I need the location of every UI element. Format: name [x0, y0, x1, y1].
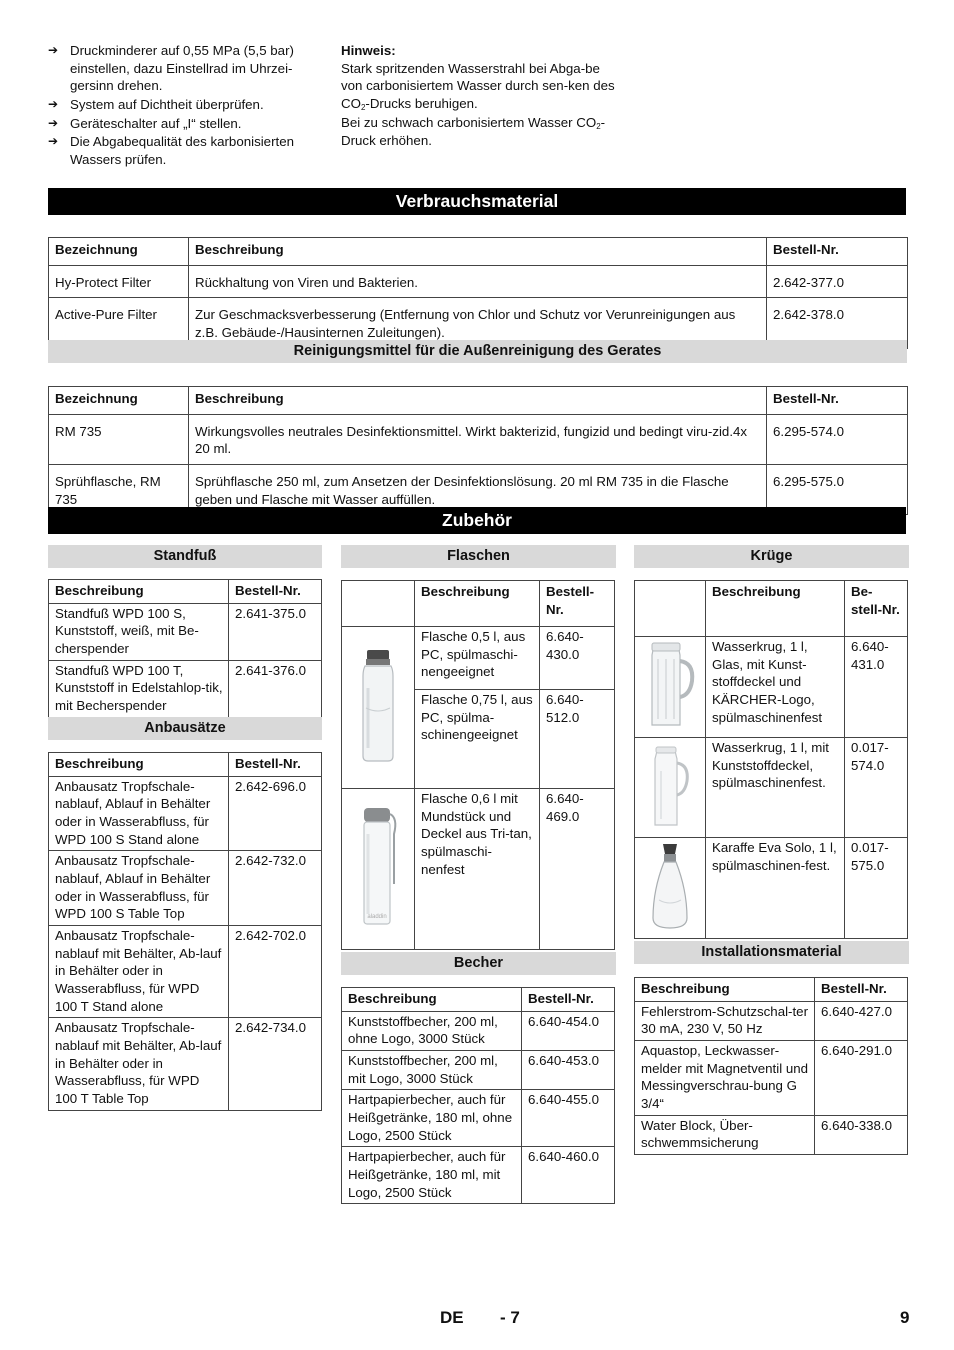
footer-page-local: - 7 — [500, 1308, 520, 1327]
verbrauch-table — [48, 237, 908, 349]
column-header: Bezeichnung — [49, 387, 189, 415]
arrow-right-icon: ➔ — [48, 115, 59, 130]
subsection-title-becher: Becher — [341, 952, 616, 975]
table-header-row — [342, 988, 615, 1012]
table-header-row — [49, 580, 322, 604]
column-header: Bestell-Nr. — [767, 387, 908, 415]
subsection-title-kruege: Krüge — [634, 545, 909, 568]
table-header-row — [49, 753, 322, 777]
table-row: Aquastop, Leckwasser-melder mit Magnetventil und Messingverschrau-bung G 3/4“ 6.640-291.0 — [635, 1041, 908, 1116]
jug-image-cell — [635, 738, 706, 838]
column-header: Bestell-Nr. — [522, 988, 615, 1012]
bottle-image-cell — [342, 789, 415, 950]
glass-jug-image — [642, 639, 698, 731]
instruction-steps — [48, 42, 323, 170]
column-header: Bestell-Nr. — [540, 581, 615, 627]
footer-language: DE — [440, 1308, 464, 1327]
column-header: Bestell-Nr. — [767, 238, 908, 266]
section-title-verbrauchsmaterial: Verbrauchsmaterial — [48, 188, 906, 215]
table-header-row — [49, 387, 908, 415]
column-header: Bestell-Nr. — [229, 580, 322, 604]
table-row: Karaffe Eva Solo, 1 l, spülmaschinen-fest. 0.017-575.0 — [635, 838, 908, 939]
step-item — [48, 42, 323, 95]
column-header: Beschreibung — [415, 581, 540, 627]
jug-image-cell — [635, 637, 706, 738]
table-header-row — [49, 238, 908, 266]
table-row: Kunststoffbecher, 200 ml, ohne Logo, 3000 Stück 6.640-454.0 — [342, 1011, 615, 1050]
install-table — [634, 977, 908, 1155]
table-row: Hartpapierbecher, auch für Heißgetränke, 180 ml, mit Logo, 2500 Stück 6.640-460.0 — [342, 1147, 615, 1204]
table-row: Wasserkrug, 1 l, mit Kunststoffdeckel, spülmaschinenfest. 0.017-574.0 — [635, 738, 908, 838]
table-row: Standfuß WPD 100 S, Kunststoff, weiß, mit Be-cherspender 2.641-375.0 — [49, 603, 322, 660]
carafe-image — [645, 840, 695, 932]
hint-box — [341, 42, 616, 150]
table-row: Anbausatz Tropfschale-nablauf mit Behälter, Ab-lauf in Behälter oder in Wasserabfluss, für WPD 100 T Table Top 2.642-734.0 — [49, 1018, 322, 1110]
column-header: Beschreibung — [635, 978, 815, 1002]
table-row: Hartpapierbecher, auch für Heißgetränke, 180 ml, ohne Logo, 2500 Stück 6.640-455.0 — [342, 1090, 615, 1147]
table-row: Wasserkrug, 1 l, Glas, mit Kunst-stoffdeckel und KÄRCHER-Logo, spülmaschinenfest 6.640-431.0 — [635, 637, 908, 738]
subsection-title-flaschen: Flaschen — [341, 545, 616, 568]
step-text: Geräteschalter auf „I“ stellen. — [70, 115, 242, 131]
subsection-title-anbausaetze: Anbausätze — [48, 717, 322, 740]
column-header: Be-stell-Nr. — [845, 581, 908, 637]
flaschen-table — [341, 580, 615, 950]
table-row: Anbausatz Tropfschale-nablauf, Ablauf in Behälter oder in Wasserabfluss, für WPD 100 S Stand alone 2.642-696.0 — [49, 776, 322, 851]
table-row: Active-Pure Filter Zur Geschmacksverbesserung (Entfernung von Chlor und Schutz vor Verunreinigungen aus z.B. Gebäude-/Hausinternen Zuleitungen). 2.642-378.0 — [49, 298, 908, 348]
step-item — [48, 96, 323, 114]
reinigung-table — [48, 386, 908, 515]
column-header: Beschreibung — [189, 387, 767, 415]
becher-table — [341, 987, 615, 1204]
table-row: aladdin Flasche 0,6 l mit Mundstück und Deckel aus Tri-tan, spülmaschi-nenfest 6.640-469.0 — [342, 789, 615, 950]
bottle-image-cell — [342, 627, 415, 789]
svg-text:aladdin: aladdin — [367, 914, 387, 921]
standfuss-table — [48, 579, 322, 718]
plastic-jug-image — [645, 741, 695, 829]
column-header: Bestell-Nr. — [229, 753, 322, 777]
arrow-right-icon: ➔ — [48, 134, 59, 149]
column-header: Beschreibung — [189, 238, 767, 266]
section-title-reinigungsmittel: Reinigungsmittel für die Außenreinigung des Gerates — [48, 340, 907, 363]
step-text: System auf Dichtheit überprüfen. — [70, 97, 264, 113]
table-row: Hy-Protect Filter Rückhaltung von Viren und Bakterien. 2.642-377.0 — [49, 265, 908, 298]
footer-page-number: 9 — [900, 1308, 910, 1327]
arrow-right-icon: ➔ — [48, 97, 59, 112]
column-header: Beschreibung — [49, 580, 229, 604]
column-header: Beschreibung — [706, 581, 845, 637]
tritan-bottle-image — [354, 804, 402, 929]
table-header-row — [342, 581, 615, 627]
table-row: Sprühflasche, RM 735 Sprühflasche 250 ml, zum Ansetzen der Desinfektionslösung. 20 ml RM 735 in die Flasche geben und Flasche mit Wasser auffüllen. 6.295-575.0 — [49, 465, 908, 515]
kruege-table — [634, 580, 908, 939]
table-row: Standfuß WPD 100 T, Kunststoff in Edelstahlop-tik, mit Becherspender 2.641-376.0 — [49, 660, 322, 717]
table-row: Water Block, Über-schwemmsicherung 6.640-338.0 — [635, 1115, 908, 1154]
subsection-title-standfuss: Standfuß — [48, 545, 322, 568]
table-row: Flasche 0,75 l, aus PC, spülma-schinengeeignet 6.640-512.0 — [342, 690, 615, 789]
table-row: Anbausatz Tropfschale-nablauf mit Behälter, Ab-lauf in Behälter oder in Wasserabfluss, für WPD 100 T Stand alone 2.642-702.0 — [49, 926, 322, 1018]
step-item — [48, 133, 323, 168]
clear-bottle-image — [358, 648, 398, 763]
table-row: Fehlerstrom-Schutzschal-ter 30 mA, 230 V, 50 Hz 6.640-427.0 — [635, 1001, 908, 1040]
arrow-right-icon: ➔ — [48, 43, 59, 57]
table-header-row — [635, 978, 908, 1002]
subsection-title-installationsmaterial: Installationsmaterial — [634, 941, 909, 964]
hint-title: Hinweis: — [341, 43, 396, 58]
table-row: Anbausatz Tropfschale-nablauf, Ablauf in Behälter oder in Wasserabfluss, für WPD 100 S Table Top 2.642-732.0 — [49, 851, 322, 926]
carafe-image-cell — [635, 838, 706, 939]
column-header: Beschreibung — [49, 753, 229, 777]
table-row: Kunststoffbecher, 200 ml, mit Logo, 3000 Stück 6.640-453.0 — [342, 1051, 615, 1090]
step-item — [48, 115, 323, 133]
column-header: Bezeichnung — [49, 238, 189, 266]
table-row: RM 735 Wirkungsvolles neutrales Desinfektionsmittel. Wirkt bakterizid, fungizid und bedingt viru-zid.4x 20 ml. 6.295-574.0 — [49, 414, 908, 464]
anbau-table — [48, 752, 322, 1111]
hint-text-2: Bei zu schwach carbonisiertem Wasser $CO_2$-Druck erhöhen. — [341, 114, 606, 149]
table-row: Flasche 0,5 l, aus PC, spülmaschi-nengeeignet 6.640-430.0 — [342, 627, 615, 690]
table-header-row — [635, 581, 908, 637]
column-header: Bestell-Nr. — [815, 978, 908, 1002]
hint-text-1: Stark spritzenden Wasserstrahl bei Abga-be von carbonisiertem Wasser durch sen-ken des $CO_2$-Drucks beruhigen. — [341, 60, 615, 113]
section-title-zubehoer: Zubehör — [48, 507, 906, 534]
step-text: Die Abgabequalität des karbonisierten Wassers prüfen. — [70, 134, 294, 168]
step-text: Druckminderer auf 0,55 MPa (5,5 bar) einstellen, dazu Einstellrad im Uhrzei-gersinn drehen. — [70, 43, 294, 94]
column-header: Beschreibung — [342, 988, 522, 1012]
